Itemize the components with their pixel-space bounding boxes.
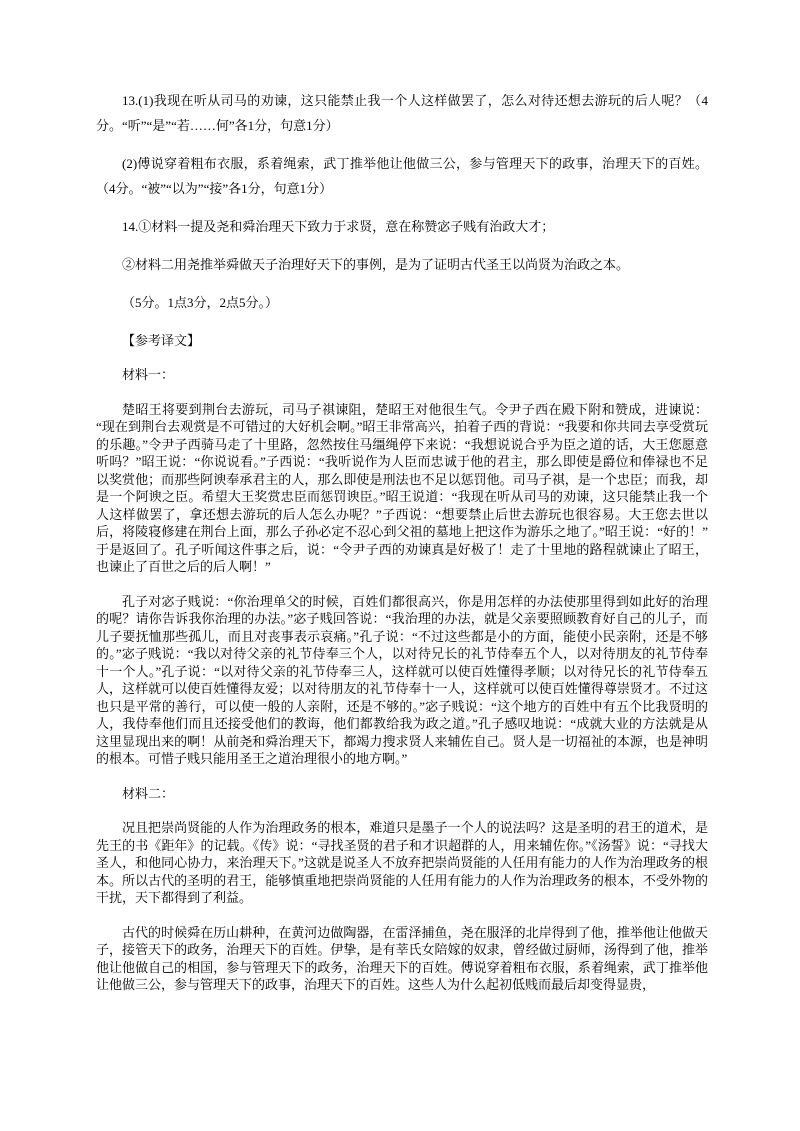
material-1-paragraph-2: 孔子对宓子贱说：“你治理单父的时候，百姓们都很高兴，你是用怎样的办法使那里得到如此好的治理的呢？请你告诉我你治理的办法。”宓子贱回答说：“我治理的办法，就是父亲要照顾教育好自己的儿子，而儿子要抚恤那些孤儿，而且对丧事表示哀痛。”孔子说：“不过这些都是小的方面，能使小民亲附，还是不够的。”宓子贱说：“我以对待父亲的礼节侍奉三个人，以对待兄长的礼节侍奉五个人，以对待朋友的礼节侍奉十一个人。”孔子说：“以对待父亲的礼节侍奉三人，这样就可以使百姓懂得孝顺；以对待兄长的礼节侍奉五人，这样就可以使百姓懂得友爱；以对待朋友的礼节侍奉十一人，这样就可以使百姓懂得尊崇贤才。不过这也只是平常的善行，可以使一般的人亲附，还是不够的。”宓子贱说：“这个地方的百姓中有五个比我贤明的人，我侍奉他们而且还接受他们的教诲，他们都教给我为政之道。”孔子感叹地说：“成就大业的方法就是从这里显现出来的啊！从前尧和舜治理天下，都竭力搜求贤人来辅佐自己。贤人是一切福祉的本源，也是神明的根本。可惜子贱只能用圣王之道治理很小的地方啊。” — [96, 593, 708, 766]
material-1-label: 材料一： — [122, 367, 175, 382]
material-2-paragraph-1: 况且把崇尚贤能的人作为治理政务的根本，难道只是墨子一个人的说法吗？这是圣明的君王的道术，是先王的书《距年》的记载。《传》说：“寻找圣贤的君子和才识超群的人，用来辅佐你。”《汤誓》说：“寻找大圣人，和他同心协力，来治理天下。”这就是说圣人不放弃把崇尚贤能的人任用有能力的人作为治理政务的根本。所以古代的圣明的君王，能够慎重地把崇尚贤能的人任用有能力的人作为治理政务的根本，不受外物的干扰，天下都得到了利益。 — [96, 820, 708, 905]
answer-14-point2: ②材料二用尧推举舜做天子治理好天下的事例，是为了证明古代圣王以尚贤为治政之本。 — [122, 257, 630, 272]
answer-13-2: (2)傅说穿着粗布衣服，系着绳索，武丁推举他让他做三公，参与管理天下的政事，治理天下的百姓。（4分。“被”“以为”“接”各1分，句意1分） — [96, 156, 708, 196]
material-2-label: 材料二： — [122, 785, 175, 801]
material-1-paragraph-1: 楚昭王将要到荆台去游玩，司马子祺谏阻，楚昭王对他很生气。令尹子西在殿下附和赞成，进谏说：“现在到荆台去观赏是不可错过的大好机会啊。”昭王非常高兴，拍着子西的背说：“我要和你共同去享受赏玩的乐趣。”令尹子西骑马走了十里路，忽然按住马缰绳停下来说：“我想说说合乎为臣之道的话，大王您愿意听吗？”昭王说：“你说说看。”子西说：“我听说作为人臣而忠诚于他的君主，那么即使是爵位和俸禄也不足以奖赏他；而那些阿谀奉承君主的人，那么即使是刑法也不足以惩罚他。司马子祺，是一个忠臣；而我，却是一个阿谀之臣。希望大王奖赏忠臣而惩罚谀臣。”昭王说道：“我现在听从司马的劝谏，这只能禁止我一个人这样做罢了，拿还想去游玩的后人怎么办呢？”子西说：“想要禁止后世去游玩也很容易。大王您去世以后，将陵寝修建在荆台上面，那么子孙必定不忍心到父祖的墓地上把这作为游乐之地了。”昭王说：“好的！”于是返回了。孔子听闻这件事之后，说：“令尹子西的劝谏真是好极了！走了十里地的路程就谏止了昭王，也谏止了百世之后的后人啊！” — [96, 401, 708, 574]
answer-13-1: 13.(1)我现在听从司马的劝谏，这只能禁止我一个人这样做罢了，怎么对待还想去游玩的后人呢？（4分。“听”“是”“若……何”各1分，句意1分） — [96, 93, 708, 133]
reference-translation-heading: 【参考译文】 — [122, 333, 201, 348]
answer-14-point1: 14.①材料一提及尧和舜治理天下致力于求贤，意在称赞宓子贱有治政大才； — [122, 219, 555, 234]
material-2-paragraph-2: 古代的时候舜在历山耕种，在黄河边做陶器，在雷泽捕鱼，尧在服泽的北岸得到了他，推举他让他做天子，接管天下的政务，治理天下的百姓。伊挚，是有莘氏女陪嫁的奴隶，曾经做过厨师，汤得到了他，推举他让他做自己的相国，参与管理天下的政务，治理天下的百姓。傅说穿着粗布衣服，系着绳索，武丁推举他让他做三公，参与管理天下的政事，治理天下的百姓。这些人为什么起初低贱而最后却变得显贵， — [96, 924, 708, 992]
answer-14-scoring: （5分。1点3分，2点5分。） — [122, 295, 279, 310]
